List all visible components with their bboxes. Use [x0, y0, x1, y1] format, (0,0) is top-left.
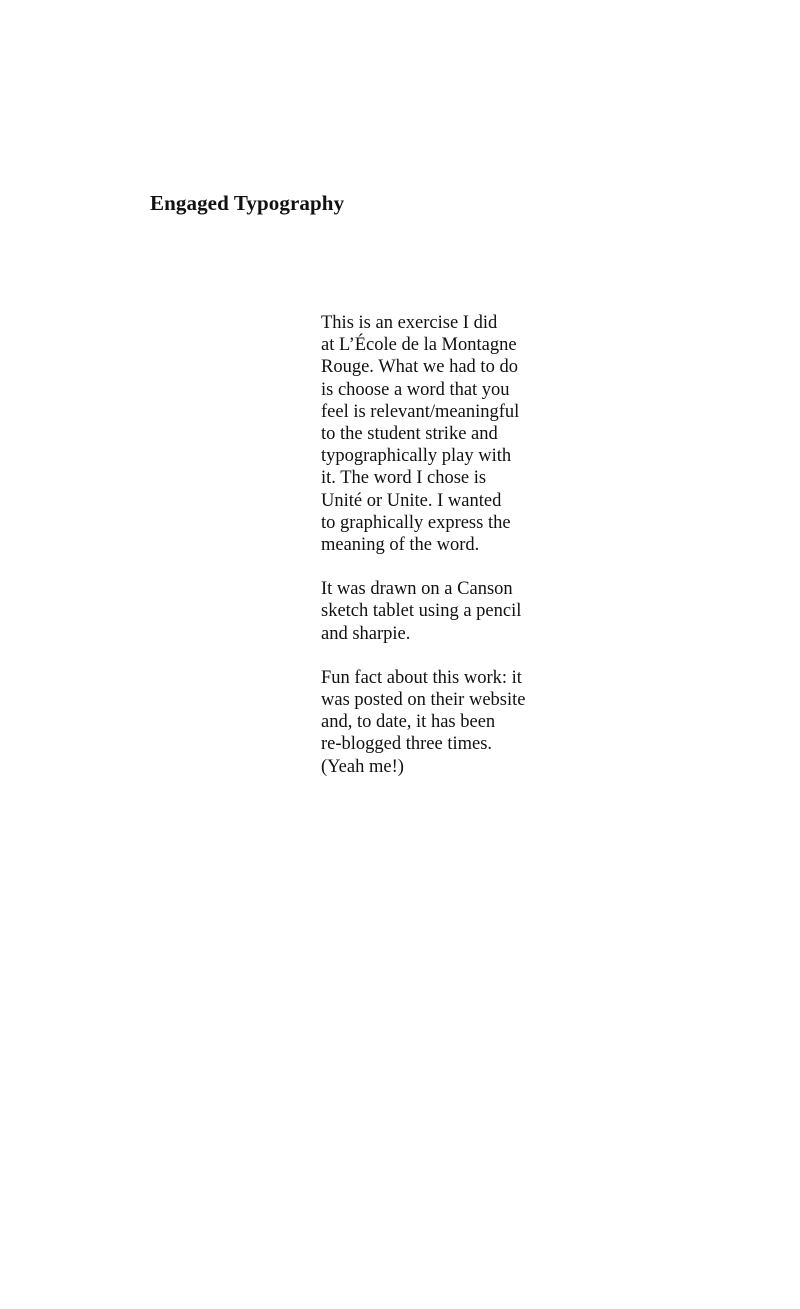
text-line: at L’École de la Montagne — [321, 335, 517, 356]
paragraph-materials — [321, 578, 561, 645]
text-line: (Yeah me!) — [321, 756, 404, 777]
text-line: Rouge. What we had to do — [321, 357, 518, 378]
paragraph-fun-fact — [321, 667, 561, 778]
body-text — [321, 312, 561, 800]
text-line: It was drawn on a Canson — [321, 579, 513, 600]
text-line: was posted on their website — [321, 690, 526, 711]
text-line: Unité or Unite. I wanted — [321, 490, 502, 511]
text-line: and sharpie. — [321, 623, 411, 644]
text-line: is choose a word that you — [321, 379, 510, 400]
text-line: to graphically express the — [321, 512, 511, 533]
text-line: typographically play with — [321, 446, 512, 467]
text-line: and, to date, it has been — [321, 712, 496, 733]
text-line: feel is relevant/meaningful — [321, 401, 520, 422]
text-line: meaning of the word. — [321, 535, 480, 556]
text-line: it. The word I chose is — [321, 468, 487, 489]
text-line: re-blogged three times. — [321, 734, 493, 755]
text-line: Fun fact about this work: it — [321, 667, 522, 688]
paragraph-description — [321, 312, 561, 556]
page-title: Engaged Typography — [150, 191, 345, 215]
text-line: to the student strike and — [321, 424, 498, 445]
text-line: sketch tablet using a pencil — [321, 601, 522, 622]
text-line: This is an exercise I did — [321, 313, 498, 333]
